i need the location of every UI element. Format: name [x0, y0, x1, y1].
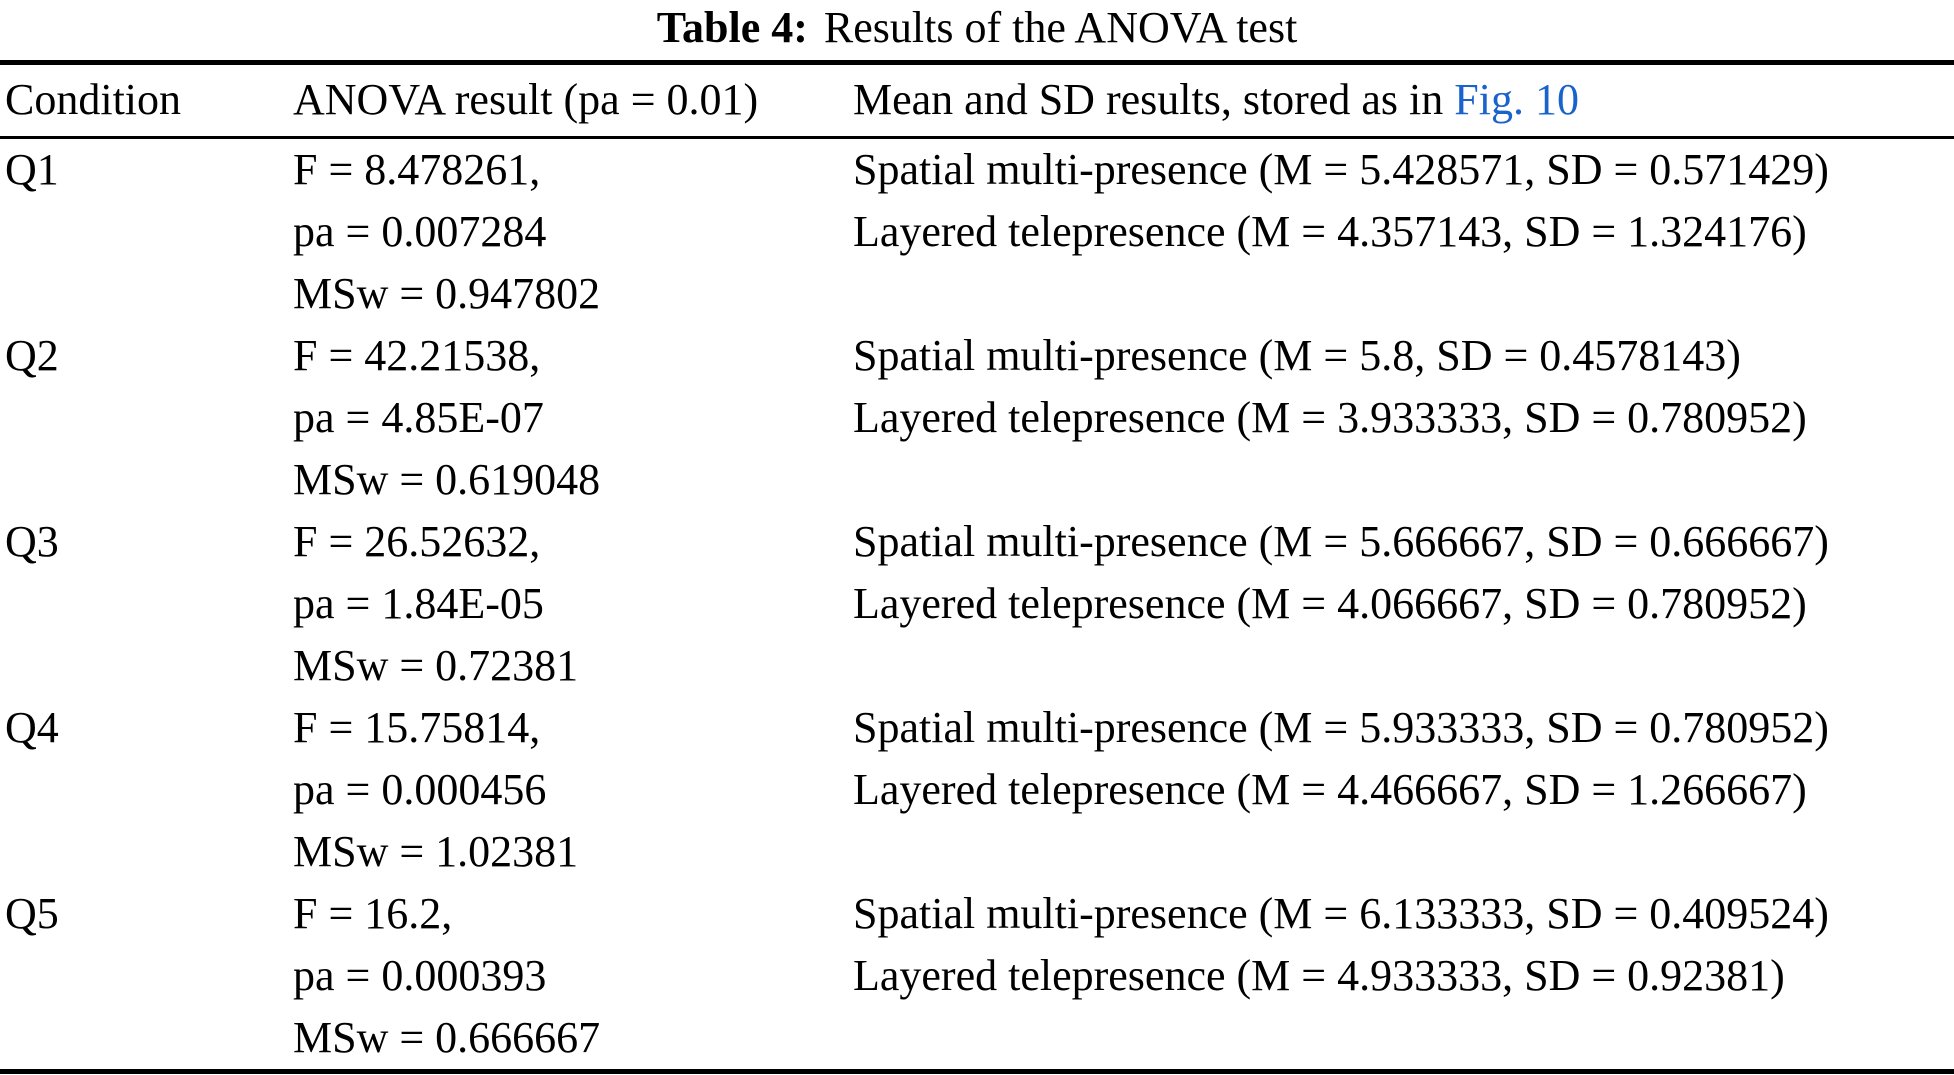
anova-line-f: F = 42.21538,	[293, 331, 541, 380]
table-row-q1	[0, 139, 1954, 325]
anova-line-msw: MSw = 0.947802	[293, 269, 601, 318]
mean-sd-line-layered: Layered telepresence (M = 4.357143, SD = 1.324176)	[853, 207, 1807, 256]
table-caption-text: Results of the ANOVA test	[823, 3, 1298, 52]
mean-sd-cell	[853, 139, 1954, 325]
mean-sd-line-spatial: Spatial multi-presence (M = 5.428571, SD = 0.571429)	[853, 145, 1829, 194]
col-header-condition: Condition	[5, 75, 182, 124]
mean-sd-line-layered: Layered telepresence (M = 3.933333, SD = 0.780952)	[853, 393, 1807, 442]
condition-cell: Q1	[5, 145, 59, 194]
anova-line-msw: MSw = 0.72381	[293, 641, 579, 690]
anova-cell	[293, 325, 853, 511]
anova-line-f: F = 15.75814,	[293, 703, 541, 752]
mean-sd-line-spatial: Spatial multi-presence (M = 6.133333, SD = 0.409524)	[853, 889, 1829, 938]
table-row-q2	[0, 325, 1954, 511]
anova-line-f: F = 16.2,	[293, 889, 453, 938]
table-caption-label: Table 4:	[656, 3, 808, 52]
mean-sd-line-layered: Layered telepresence (M = 4.466667, SD = 1.266667)	[853, 765, 1807, 814]
table-row-q5	[0, 883, 1954, 1069]
anova-line-pa: pa = 0.000393	[293, 951, 547, 1000]
condition-cell: Q2	[5, 331, 59, 380]
anova-line-msw: MSw = 0.619048	[293, 455, 601, 504]
anova-cell	[293, 883, 853, 1069]
fig-10-link[interactable]: Fig. 10	[1454, 75, 1579, 124]
mean-sd-line-layered: Layered telepresence (M = 4.066667, SD = 0.780952)	[853, 579, 1807, 628]
mean-sd-line-spatial: Spatial multi-presence (M = 5.8, SD = 0.4578143)	[853, 331, 1741, 380]
anova-results-table	[0, 60, 1954, 1074]
col-header-anova-result: ANOVA result (pa = 0.01)	[293, 75, 759, 124]
table-caption	[0, 0, 1954, 56]
condition-cell: Q4	[5, 703, 59, 752]
anova-cell	[293, 139, 853, 325]
mean-sd-cell	[853, 883, 1954, 1069]
anova-line-pa: pa = 0.000456	[293, 765, 547, 814]
anova-line-f: F = 8.478261,	[293, 145, 541, 194]
anova-cell	[293, 697, 853, 883]
table-row-q4	[0, 697, 1954, 883]
anova-line-pa: pa = 4.85E-07	[293, 393, 544, 442]
table-row-q3	[0, 511, 1954, 697]
anova-cell	[293, 511, 853, 697]
anova-line-f: F = 26.52632,	[293, 517, 541, 566]
anova-line-pa: pa = 1.84E-05	[293, 579, 544, 628]
mean-sd-cell	[853, 697, 1954, 883]
col-header-mean-sd	[853, 72, 1954, 128]
anova-line-pa: pa = 0.007284	[293, 207, 547, 256]
mean-sd-cell	[853, 325, 1954, 511]
condition-cell: Q5	[5, 889, 59, 938]
col-header-mean-sd-text: Mean and SD results, stored as in	[853, 75, 1444, 124]
mean-sd-line-spatial: Spatial multi-presence (M = 5.666667, SD = 0.666667)	[853, 517, 1829, 566]
anova-line-msw: MSw = 1.02381	[293, 827, 579, 876]
table-header-row	[0, 65, 1954, 139]
table-body	[0, 139, 1954, 1069]
mean-sd-line-spatial: Spatial multi-presence (M = 5.933333, SD = 0.780952)	[853, 703, 1829, 752]
anova-line-msw: MSw = 0.666667	[293, 1013, 601, 1062]
condition-cell: Q3	[5, 517, 59, 566]
mean-sd-line-layered: Layered telepresence (M = 4.933333, SD = 0.92381)	[853, 951, 1785, 1000]
mean-sd-cell	[853, 511, 1954, 697]
